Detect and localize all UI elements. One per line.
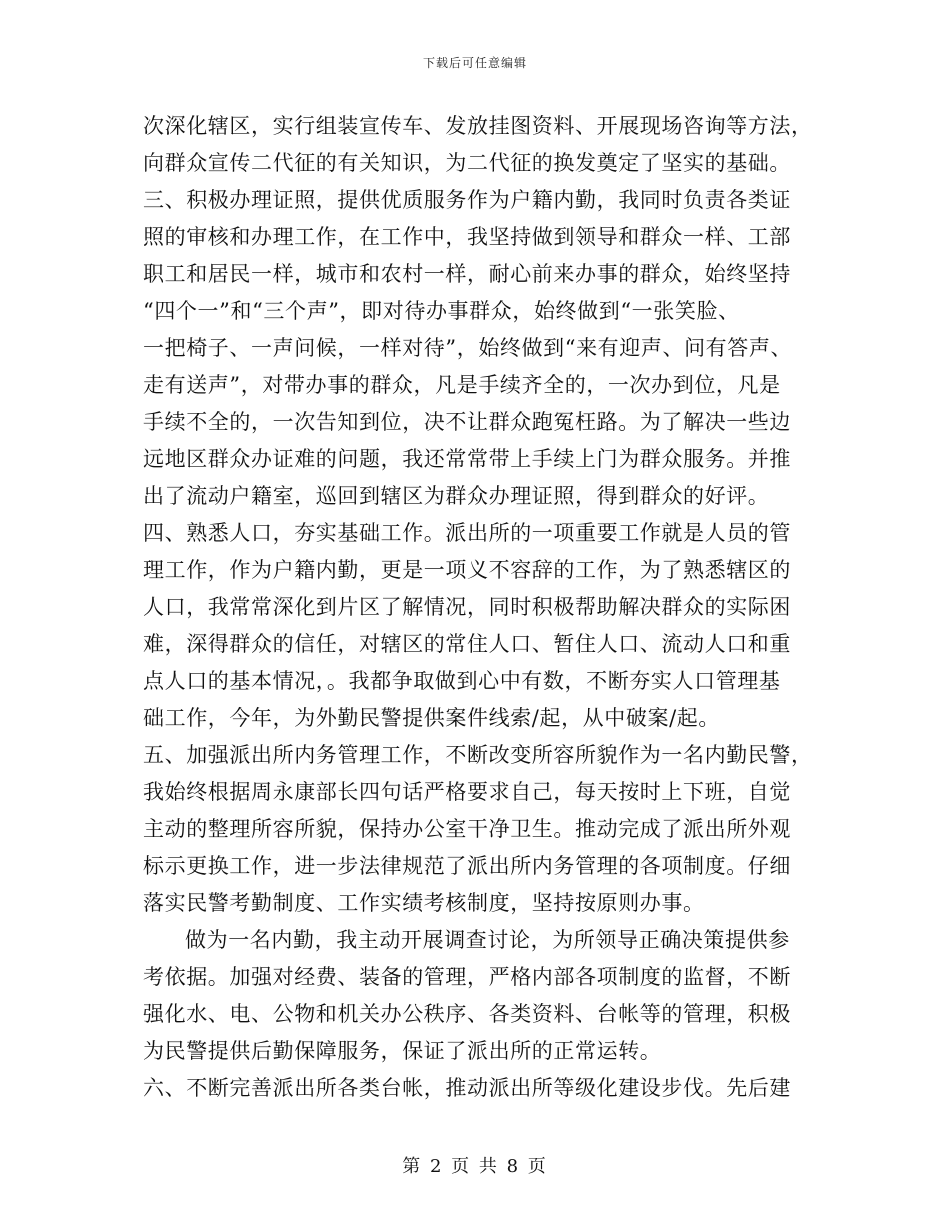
text-line: 点人口的基本情况，。我都争取做到心中有数，不断夯实人口管理基 xyxy=(143,669,781,693)
document-body xyxy=(143,108,813,1107)
text-line: 向群众宣传二代征的有关知识，为二代征的换发奠定了坚实的基础。 xyxy=(143,151,791,175)
text-line: 一把椅子、一声问候，一样对待”，始终做到“来有迎声、问有答声、 xyxy=(143,336,793,360)
text-line: 三、积极办理证照，提供优质服务作为户籍内勤，我同时负责各类证 xyxy=(143,188,791,212)
text-line: 出了流动户籍室，巡回到辖区为群众办理证照，得到群众的好评。 xyxy=(143,484,770,508)
text-line: 手续不全的，一次告知到位，决不让群众跑冤枉路。为了解决一些边 xyxy=(143,410,791,434)
text-line: 做为一名内勤，我主动开展调查讨论，为所领导正确决策提供参 xyxy=(185,928,790,952)
text-line: 强化水、电、公物和机关办公秩序、各类资料、台帐等的管理，积极 xyxy=(143,1002,791,1026)
page-number: 第 2 页 共 8 页 xyxy=(402,1156,548,1177)
text-line: 照的审核和办理工作，在工作中，我坚持做到领导和群众一样、工部 xyxy=(143,225,791,249)
text-line: 走有送声”，对带办事的群众，凡是手续齐全的，一次办到位，凡是 xyxy=(143,373,781,397)
text-line: 次深化辖区，实行组装宣传车、发放挂图资料、开展现场咨询等方法， xyxy=(143,114,813,138)
text-line: 人口，我常常深化到片区了解情况，同时积极帮助解决群众的实际困 xyxy=(143,595,791,619)
text-line: 标示更换工作，进一步法律规范了派出所内务管理的各项制度。仔细 xyxy=(143,854,791,878)
text-line: “四个一”和“三个声”，即对待办事群众，始终做到“一张笑脸、 xyxy=(143,299,740,323)
text-line: 为民警提供后勤保障服务，保证了派出所的正常运转。 xyxy=(143,1039,662,1063)
text-line: 我始终根据周永康部长四句话严格要求自己，每天按时上下班，自觉 xyxy=(143,780,791,804)
text-line: 四、熟悉人口，夯实基础工作。派出所的一项重要工作就是人员的管 xyxy=(143,521,791,545)
text-line: 远地区群众办证难的问题，我还常常带上手续上门为群众服务。并推 xyxy=(143,447,791,471)
text-line: 六、不断完善派出所各类台帐，推动派出所等级化建设步伐。先后建 xyxy=(143,1076,791,1100)
text-line: 难，深得群众的信任，对辖区的常住人口、暂住人口、流动人口和重 xyxy=(143,632,791,656)
text-line: 考依据。加强对经费、装备的管理，严格内部各项制度的监督，不断 xyxy=(143,965,791,989)
text-line: 理工作，作为户籍内勤，更是一项义不容辞的工作，为了熟悉辖区的 xyxy=(143,558,791,582)
text-line: 础工作，今年，为外勤民警提供案件线索/起，从中破案/起。 xyxy=(143,706,720,730)
text-line: 五、加强派出所内务管理工作，不断改变所容所貌作为一名内勤民警， xyxy=(143,743,813,767)
text-line: 主动的整理所容所貌，保持办公室干净卫生。推动完成了派出所外观 xyxy=(143,817,791,841)
page-header: 下载后可任意编辑 xyxy=(422,56,527,70)
text-line: 职工和居民一样，城市和农村一样，耐心前来办事的群众，始终坚持 xyxy=(143,262,791,286)
text-line: 落实民警考勤制度、工作实绩考核制度，坚持按原则办事。 xyxy=(143,891,705,915)
